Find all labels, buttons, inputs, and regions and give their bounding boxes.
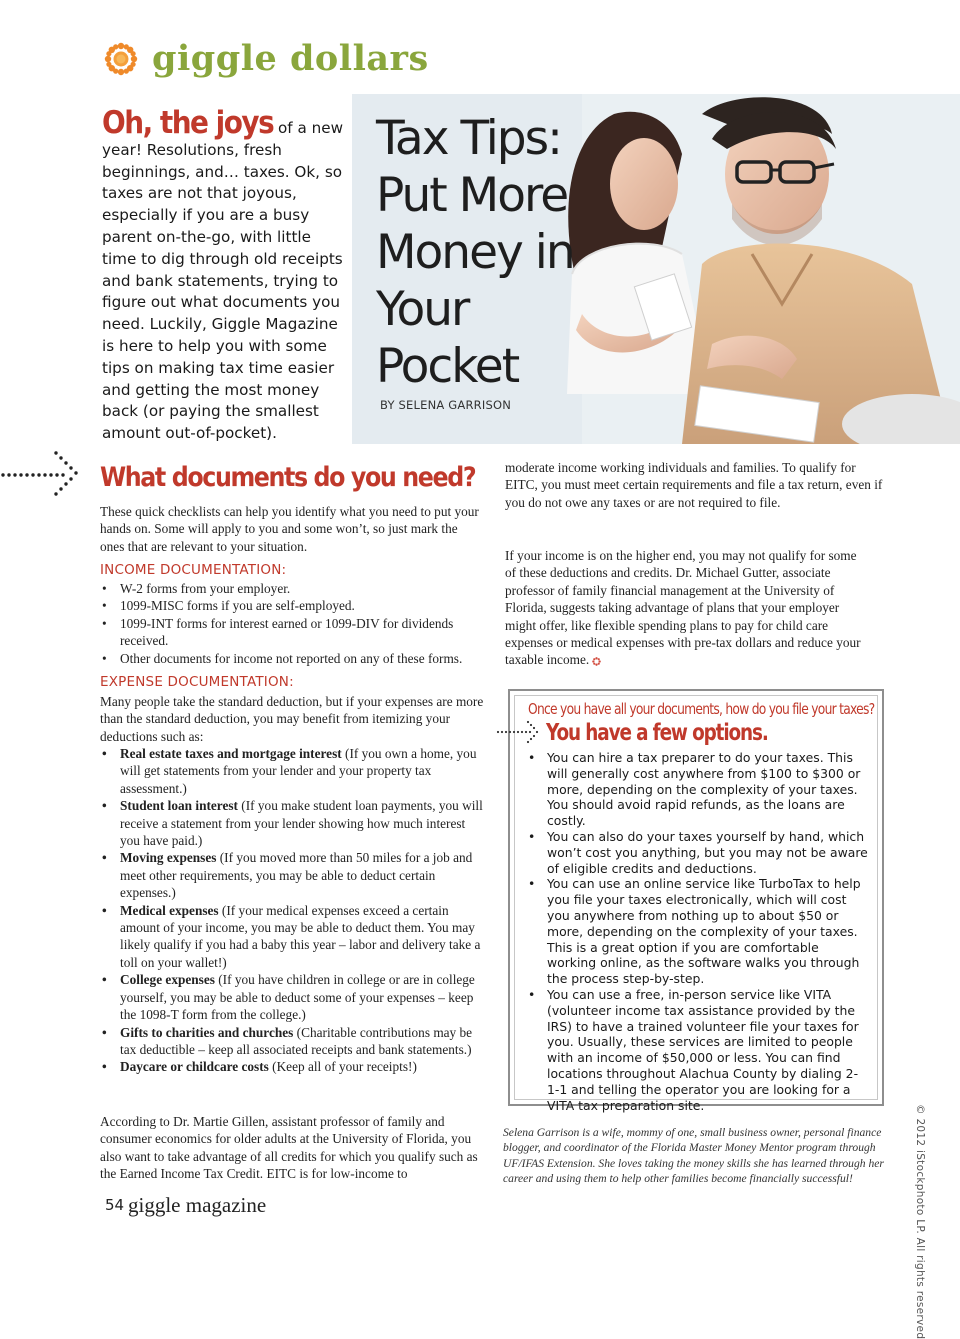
list-item [100,971,488,1023]
photo-copyright: © 2012 iStockphoto LP. All rights reserved [914,1104,926,1339]
list-item: • Other documents for income not reported on any of these forms. [100,650,488,667]
list-item: • 1099-INT forms for interest earned or 1099-DIV for dividends received. [100,615,488,650]
list-item [100,797,488,849]
list-item [100,849,488,901]
article-title-line: Pocket [376,339,519,394]
expense-desc: (If you own a home, you will get statements from your lender and your property tax assessment.) [120,746,477,796]
expense-desc: (If you moved more than 50 miles for a job and meet other requirements, you may be able to deduct certain expenses.) [120,850,473,901]
list-item [100,745,488,797]
list-item: • You can use an online service like TurboTax to help you file your taxes electronically, which will cost you anywhere from nothing up to about $50 or more, depending on the complexity of your taxes. This is a great option if you are comfortable working online, as the software walks you through the process step-by-step. [527,876,869,987]
flower-icon [104,42,138,76]
expense-term: Moving expenses [120,850,217,866]
expense-desc: (If your medical expenses exceed a certain amount of your income, you may be able to deduct them. You may likely qualify if you had a baby this year – labor and delivery take a toll on your wallet!) [120,902,481,970]
expense-term: Student loan interest [120,798,238,814]
list-item: • You can hire a tax preparer to do your taxes. This will generally cost anywhere from $100 to $300 or more, depending on the complexity of your taxes. You should avoid rapid refunds, as the loans are costly. [527,750,869,829]
income-list [100,580,488,667]
magazine-name: giggle magazine [128,1193,267,1217]
end-mark-icon [592,657,601,666]
list-item: • 1099-MISC forms if you are self-employed. [100,597,488,614]
expense-desc: (Charitable contributions may be tax deductible – keep all associated receipts and bank statements.) [120,1024,473,1057]
gillen-paragraph: According to Dr. Martie Gillen, assistant professor of family and consumer economics for older adults at the University of Florida, you also want to take advantage of all credits for which you qualify such as the Earned Income Tax Credit. EITC is for low-income to [100,1114,478,1182]
expense-desc: (If you make student loan payments, you will receive a statement from your lender showing how much interest you have paid.) [120,798,483,849]
expense-term: College expenses [120,972,215,988]
sidebar-question: Once you have all your documents, how do you file your taxes? [528,700,875,718]
expense-heading: EXPENSE DOCUMENTATION: [100,674,294,690]
article-title-line: Your [376,282,469,337]
list-item [100,902,488,972]
byline: BY SELENA GARRISON [380,398,512,412]
expense-list [100,745,488,1076]
documents-heading: What documents do you need? [100,462,476,493]
author-bio: Selena Garrison is a wife, mommy of one, small business owner, personal finance blogger, and coordinator of the Florida Master Money Mentor program through UF/IFAS Extension. She loves taking the money skills she has learned through her career and using them to help other families become financially successful! [503,1126,884,1186]
article-title-line: Put More [376,168,568,223]
expense-intro: Many people take the standard deduction, but if your expenses are more than the standard deduction, you may benefit from itemizing your deductions such as: [100,694,484,744]
higher-income-paragraph [505,547,865,669]
options-list [527,750,869,1113]
higher-income-text: If your income is on the higher end, you may not qualify for some of these deductions and credits. Dr. Michael Gutter, associate professor of family financial management at the University of Florida, suggests taking advantage of plans that your employer might offer, like flexible spending plans to pay for child care expenses or medical expenses with pre-tax dollars and reduce your taxable income. [505,548,861,668]
intro-text: of a new year! Resolutions, fresh beginnings, and… taxes. Ok, so taxes are not that joyous, especially if you are a busy parent on-the-go, with little time to dig through old receipts and bank statements, trying to figure out what documents you need. Luckily, Giggle Magazine is here to help you with some tips on making tax time easier and getting the most money back (or paying the smallest amount out-of-pocket). [102,119,344,443]
sidebar-title: You have a few options. [546,720,768,746]
section-title: giggle dollars [152,38,429,79]
expense-term: Gifts to charities and churches [120,1024,294,1040]
list-item: • You can use a free, in-person service like VITA (volunteer income tax assistance provided by the IRS) to have a trained volunteer file your taxes for you. Usually, these services are limited to people with an income of $50,000 or less. You can find locations throughout Alachua County by dialing 2-1-1 and telling the operator you are looking for a VITA tax preparation site. [527,987,869,1113]
dotted-arrow-icon [0,445,86,505]
intro-lead: Oh, the joys [102,105,274,141]
list-item [100,1058,488,1075]
list-item [100,1024,488,1059]
expense-desc: (Keep all of your receipts!) [268,1059,417,1075]
documents-intro: These quick checklists can help you identify what you need to put your hands on. Some will apply to you and some won’t, so just mark the ones that are relevant to your situation. [100,504,479,554]
list-item: • You can also do your taxes yourself by hand, which won’t cost you anything, but you may not be aware of eligible credits and deductions. [527,829,869,876]
dotted-arrow-icon [496,716,540,744]
expense-term: Medical expenses [120,902,219,918]
article-title-line: Money in [376,225,574,280]
intro-paragraph [102,105,347,445]
expense-term: Daycare or childcare costs [120,1059,269,1075]
expense-desc: (If you have children in college or are in college yourself, you may be able to deduct some of your expenses – keep the 1098-T form from the college.) [120,972,475,1023]
article-title-line: Tax Tips: [376,111,561,166]
page-number: 54 [105,1196,125,1214]
expense-term: Real estate taxes and mortgage interest [120,746,342,761]
income-heading: INCOME DOCUMENTATION: [100,562,287,578]
eitc-paragraph: moderate income working individuals and families. To qualify for EITC, you must meet certain requirements and file a tax return, even if you do not owe any taxes or are not required to file. [505,460,883,510]
list-item: • W-2 forms from your employer. [100,580,488,597]
article-title [376,110,636,395]
